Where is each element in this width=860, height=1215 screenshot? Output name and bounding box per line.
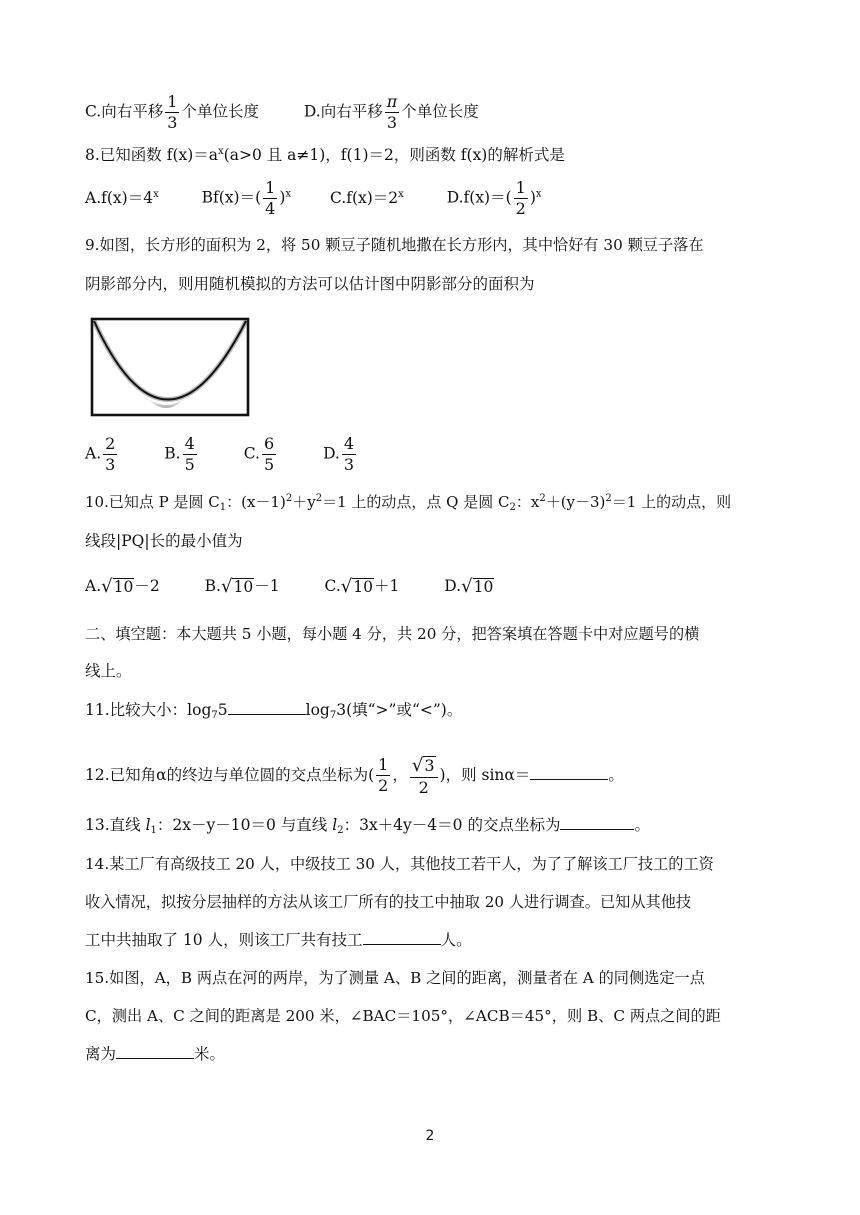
line-symbol: l (145, 816, 151, 834)
answer-blank (116, 1043, 194, 1059)
fraction-denominator: 3 (386, 113, 398, 132)
fraction-numerator: 2 (105, 434, 116, 453)
fraction-denominator: 5 (184, 455, 195, 474)
superscript: 2 (285, 493, 293, 504)
q8-b-fraction (263, 180, 277, 217)
superscript: 2 (315, 493, 323, 504)
text: log (305, 701, 330, 719)
q8-option-b (202, 180, 291, 217)
q7-option-d (304, 94, 479, 131)
superscript: 2 (539, 493, 546, 504)
text: ：(x－1) (226, 493, 286, 511)
q10-option-d (444, 574, 494, 598)
q10-option-c (325, 574, 400, 598)
q10-option-b (205, 574, 280, 598)
q8-d-post: ) (529, 188, 536, 207)
section2-heading-line2: 线上。 (85, 662, 132, 680)
q14-line3 (85, 928, 472, 952)
subscript: 2 (509, 502, 516, 513)
q8-option-c (330, 186, 404, 210)
q12 (85, 756, 624, 796)
fraction-numerator: 6 (263, 434, 275, 453)
text: ＋(y－3) (545, 493, 606, 511)
q9-b-fraction (183, 436, 197, 473)
sqrt-sign: √ 3 (411, 754, 435, 776)
subscript: 1 (219, 502, 227, 513)
option-label: A. (85, 444, 102, 463)
text: ， (392, 765, 408, 784)
q8-d-sup: x (535, 188, 542, 200)
fraction-numerator: 4 (184, 434, 195, 453)
q8-a-sup: x (153, 188, 159, 200)
q9-option-b (164, 436, 199, 473)
q14-line2: 收入情况，拟按分层抽样的方法从该工厂所有的技工中抽取 20 人进行调查。已知从其他技 (85, 893, 692, 911)
text: 10.已知点 P 是圆 C (85, 493, 220, 511)
q8-option-a (85, 186, 159, 210)
text: 3(填“>”或“<”)。 (336, 701, 463, 719)
q8-stem-b: (a>0 且 a≠1)，f(1)＝2，则函数 f(x)的解析式是 (223, 146, 565, 164)
fraction-numerator: 1 (167, 92, 178, 111)
text: 12.已知角α的终边与单位圆的交点坐标为( (85, 765, 375, 784)
q8-stem (85, 143, 565, 167)
q7-option-c (85, 94, 259, 131)
text: 。 (634, 816, 650, 834)
option-label: C. (324, 577, 341, 595)
option-label: C. (243, 444, 260, 463)
q9-option-d (323, 436, 358, 473)
sqrt-sign: √ 10 (461, 576, 494, 598)
q15-line2: C，测出 A、C 之间的距离是 200 米，∠BAC＝105°，∠ACB＝45°，则 B、C 两点之间的距 (85, 1007, 721, 1025)
q8-stem-a: 8.已知函数 f(x)＝a (85, 146, 219, 164)
q14-line1: 14.某工厂有高级技工 20 人，中级技工 30 人，其他技工若干人，为了了解该工厂技工的工资 (85, 855, 714, 873)
answer-blank (363, 929, 441, 945)
fraction-numerator: 1 (515, 178, 526, 197)
fraction-numerator: 1 (265, 178, 276, 197)
radicand: 3 (424, 756, 435, 775)
fraction-numerator: π (386, 92, 398, 111)
option-label: D. (323, 444, 340, 463)
q10-option-a (85, 574, 160, 598)
option-label: A. (85, 577, 102, 595)
sqrt-sign: √ 10 (101, 576, 134, 598)
fraction-numerator: 4 (343, 434, 355, 453)
text: )，则 sinα＝ (439, 765, 531, 784)
text: ＝1 上的动点，则 (611, 493, 732, 511)
q10-stem-line1 (85, 490, 731, 514)
text: 。 (608, 765, 624, 784)
q7-c-post: 个单位长度 (181, 102, 259, 121)
fraction-denominator: 3 (105, 455, 116, 474)
q8-a-text: A.f(x)＝4 (85, 188, 154, 207)
q8-options (85, 180, 542, 217)
fraction-denominator: 2 (418, 777, 429, 797)
subscript: 7 (329, 710, 337, 721)
q11 (85, 698, 462, 722)
q15-line1: 15.如图，A，B 两点在河的两岸，为了测量 A、B 之间的距离，测量者在 A 的同侧选定一点 (85, 969, 705, 987)
q9-options (85, 436, 358, 473)
text: ＝1 上的动点，点 Q 是圆 C (322, 493, 510, 511)
text: ＋y (292, 493, 316, 511)
fraction-denominator: 4 (265, 199, 276, 218)
text: ：2x－y－10＝0 与直线 (156, 816, 333, 834)
radicand: 10 (233, 577, 254, 596)
text: 11.比较大小：log (85, 701, 212, 719)
answer-blank (228, 699, 306, 715)
option-post: －2 (134, 577, 160, 595)
fraction-denominator: 5 (263, 455, 275, 474)
q8-d-fraction (514, 180, 528, 217)
q9-c-fraction (262, 436, 276, 473)
text: ：3x＋4y－4＝0 的交点坐标为 (343, 816, 561, 834)
radicand: 10 (113, 577, 134, 596)
fraction-denominator: 2 (378, 776, 389, 796)
q8-b-pre: Bf(x)＝( (201, 188, 262, 207)
q9-a-fraction (103, 436, 117, 473)
q7-c-text: C.向右平移 (85, 102, 164, 121)
radicand: 10 (473, 577, 494, 596)
text: 13.直线 (85, 816, 146, 834)
q8-d-pre: D.f(x)＝( (446, 188, 512, 207)
text: 离为 (85, 1045, 117, 1063)
sqrt-sign: √ 10 (340, 576, 373, 598)
radicand: 10 (353, 577, 373, 596)
q8-b-post: ) (279, 188, 286, 207)
q10-stem-line2: 线段|PQ|长的最小值为 (85, 532, 243, 550)
q7-d-text: D.向右平移 (303, 102, 383, 121)
q7-c-fraction (165, 94, 179, 131)
text: 人。 (440, 931, 472, 949)
fraction-denominator: 3 (343, 455, 355, 474)
page-number: 2 (425, 1128, 435, 1144)
q8-c-text: C.f(x)＝2 (329, 188, 399, 207)
sqrt-sign: √ 10 (220, 576, 254, 598)
q8-option-d (447, 180, 542, 217)
fraction-denominator: 2 (515, 199, 526, 218)
superscript: 2 (605, 493, 612, 504)
subscript: 1 (150, 825, 157, 836)
q7-options-cd (85, 94, 479, 131)
q9-stem-line1: 9.如图，长方形的面积为 2，将 50 颗豆子随机地撒在长方形内，其中恰好有 30 颗豆子落在 (85, 236, 704, 254)
q7-d-fraction (385, 94, 400, 131)
option-post: ＋1 (373, 577, 400, 595)
q8-b-sup: x (285, 188, 292, 200)
fraction-denominator: 3 (167, 113, 178, 132)
subscript: 2 (337, 825, 344, 836)
q10-options (85, 574, 494, 598)
answer-blank (530, 764, 608, 780)
subscript: 7 (211, 710, 218, 721)
q13 (85, 813, 650, 837)
text: 5 (217, 701, 228, 719)
q7-d-post: 个单位长度 (401, 102, 479, 121)
q12-fraction-2 (410, 756, 438, 796)
section2-heading-line1: 二、填空题：本大题共 5 小题，每小题 4 分，共 20 分，把答案填在答题卡中对应题号的横 (85, 625, 700, 643)
q15-line3 (85, 1042, 225, 1066)
q9-option-c (244, 436, 278, 473)
fraction-numerator (410, 756, 438, 778)
option-label: B. (164, 444, 181, 463)
fraction-numerator: 1 (378, 755, 389, 775)
q9-option-a (85, 436, 119, 473)
text: 工中共抽取了 10 人，则该工厂共有技工 (85, 931, 363, 949)
text: ：x (515, 493, 540, 511)
option-label: D. (444, 577, 462, 595)
text: 米。 (194, 1045, 226, 1063)
line-symbol: l (332, 816, 338, 834)
q8-stem-sup: x (218, 146, 224, 157)
q9-d-fraction (342, 436, 356, 473)
q9-stem-line2: 阴影部分内，则用随机模拟的方法可以估计图中阴影部分的面积为 (85, 275, 535, 293)
q8-c-sup: x (398, 188, 404, 200)
option-label: B. (204, 577, 221, 595)
option-post: －1 (254, 577, 280, 595)
q9-figure (86, 313, 252, 421)
answer-blank (560, 814, 634, 830)
q12-fraction-1 (376, 757, 390, 794)
